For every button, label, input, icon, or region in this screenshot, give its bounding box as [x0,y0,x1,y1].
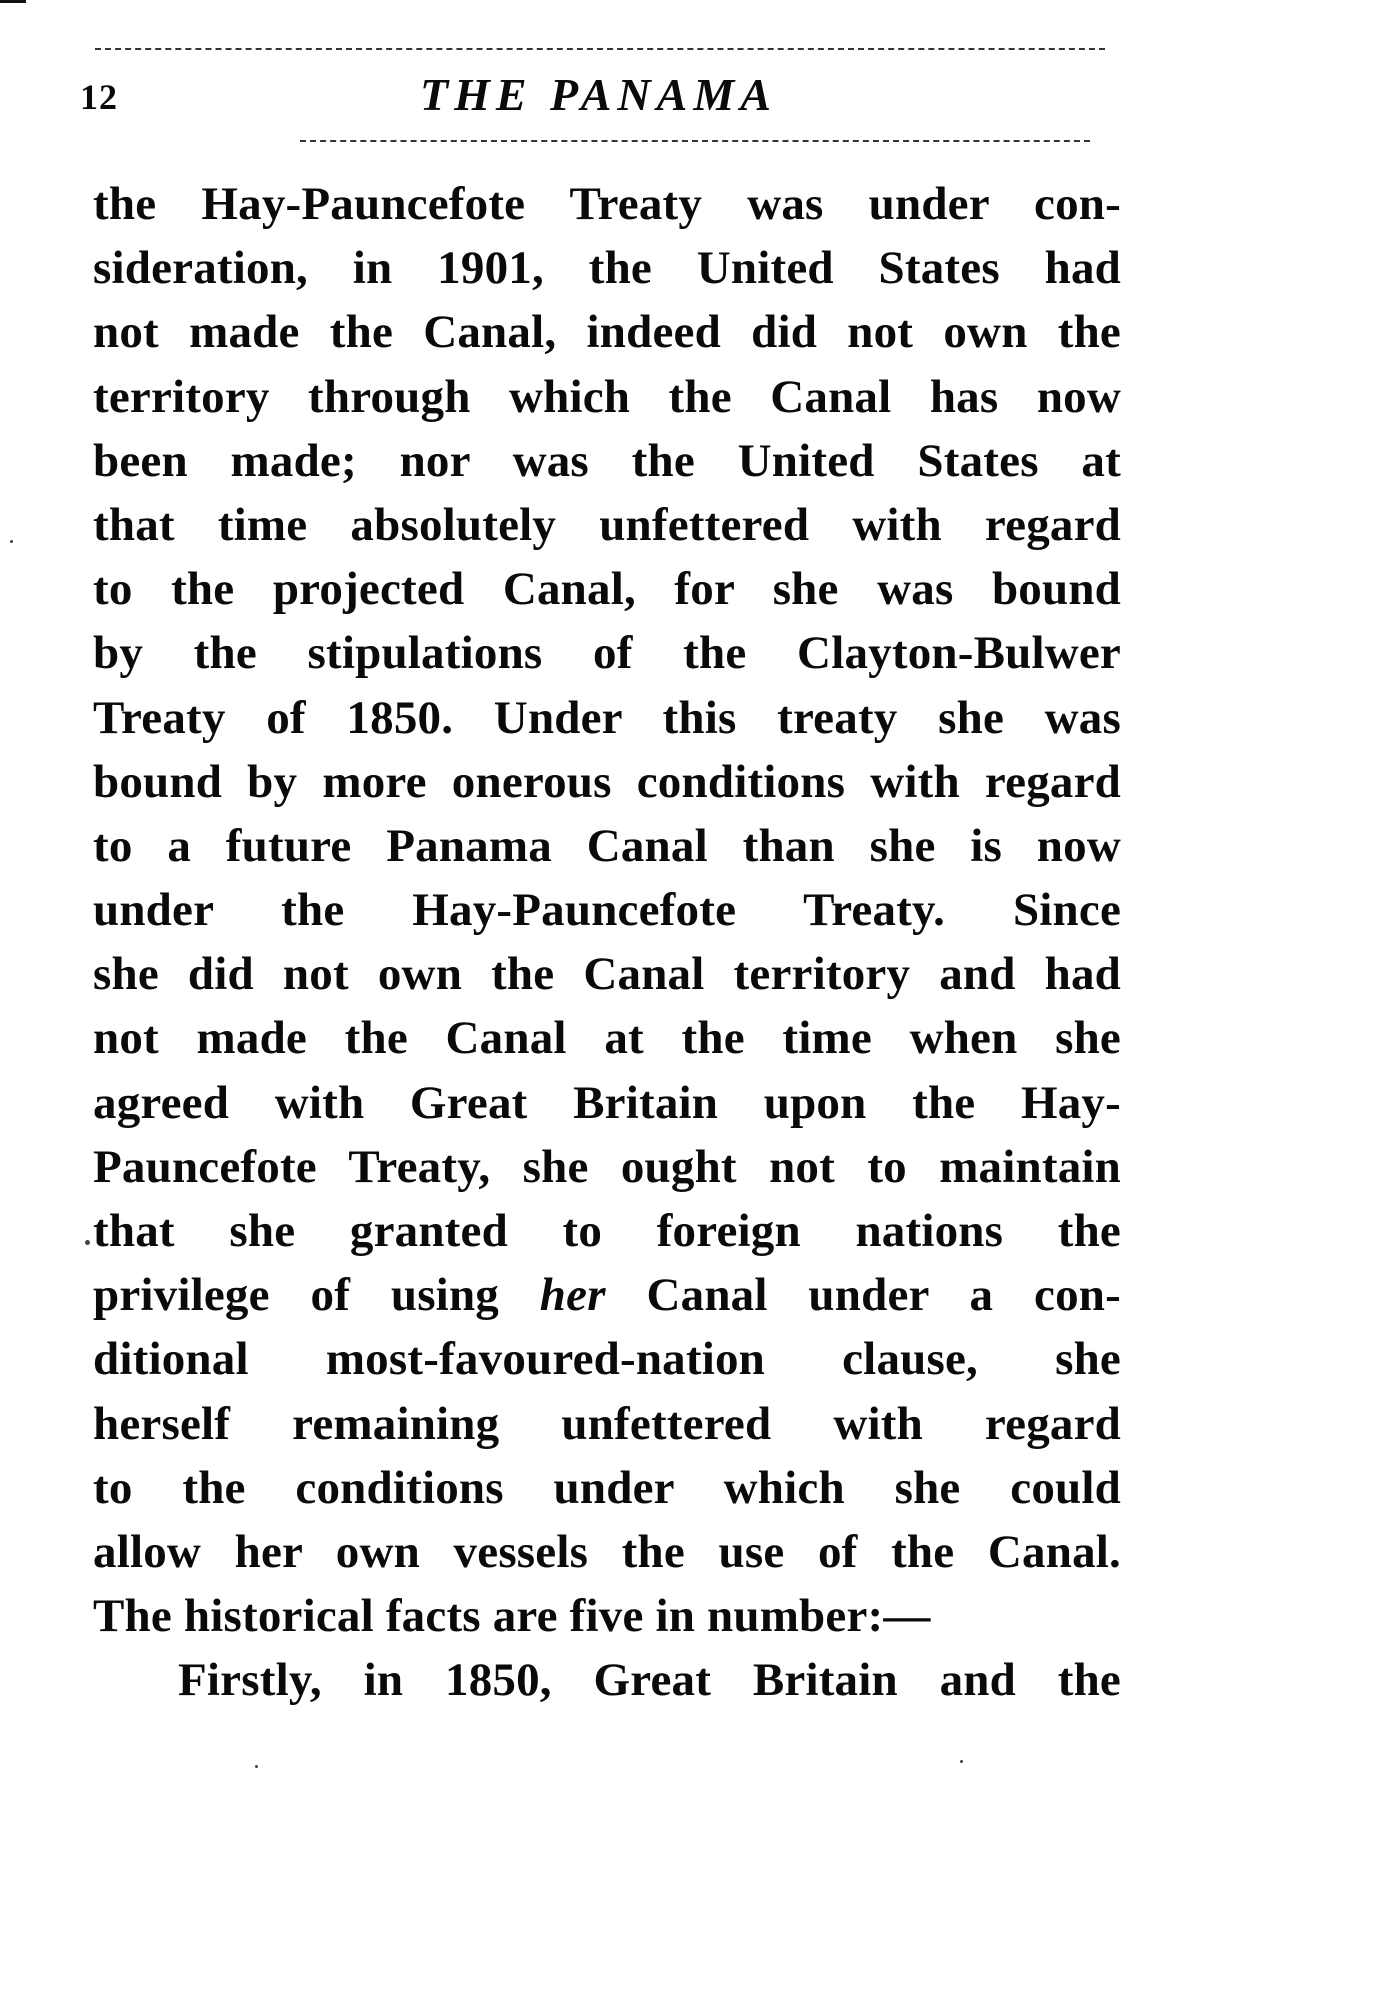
print-speck [960,1760,963,1763]
text-line: sideration, in 1901, the United States had [93,242,1121,295]
print-speck [10,540,13,543]
text-line: The historical facts are five in number:— [93,1590,931,1643]
text-line-paragraph-start: Firstly, in 1850, Great Britain and the [178,1654,1121,1707]
text-line: ditional most-favoured-nation clause, she [93,1333,1121,1386]
text-line: bound by more onerous conditions with regard [93,755,1121,808]
running-title: THE PANAMA [420,69,777,120]
print-speck [255,1765,258,1768]
text-line: not made the Canal, indeed did not own the [93,306,1121,359]
text-line: under the Hay-Pauncefote Treaty. Since [93,884,1121,937]
text-line: she did not own the Canal territory and had [93,948,1121,1001]
text-line: allow her own vessels the use of the Canal. [93,1525,1121,1578]
text-line: territory through which the Canal has now [93,370,1121,423]
text-line: not made the Canal at the time when she [93,1012,1121,1065]
text-line: that she granted to foreign nations the [93,1205,1121,1257]
text-line: the Hay-Pauncefote Treaty was under con- [93,178,1121,230]
text-line: that time absolutely unfettered with regard [93,498,1121,551]
text-line: to the conditions under which she could [93,1461,1121,1514]
text-line-with-emphasis [93,1263,1121,1327]
text-segment: Canal under a con- [605,1269,1121,1322]
header-rule-bottom [300,140,1090,142]
text-line: herself remaining unfettered with regard [93,1397,1121,1450]
emphasized-word: her [539,1269,606,1322]
text-segment: privilege of using [93,1269,540,1322]
edge-mark [0,0,26,3]
print-speck [85,1240,90,1245]
body-text [93,172,1121,1713]
text-line: to a future Panama Canal than she is now [93,819,1121,872]
text-line: to the projected Canal, for she was bound [93,563,1121,616]
header-rule-top [95,48,1105,50]
text-line: been made; nor was the United States at [93,434,1121,487]
text-line: agreed with Great Britain upon the Hay- [93,1076,1121,1129]
page-header [80,68,1120,128]
page-number: 12 [80,77,118,117]
text-line: Treaty of 1850. Under this treaty she was [93,691,1121,744]
text-line: by the stipulations of the Clayton-Bulwer [93,627,1121,680]
text-line: Pauncefote Treaty, she ought not to maintain [93,1140,1121,1193]
